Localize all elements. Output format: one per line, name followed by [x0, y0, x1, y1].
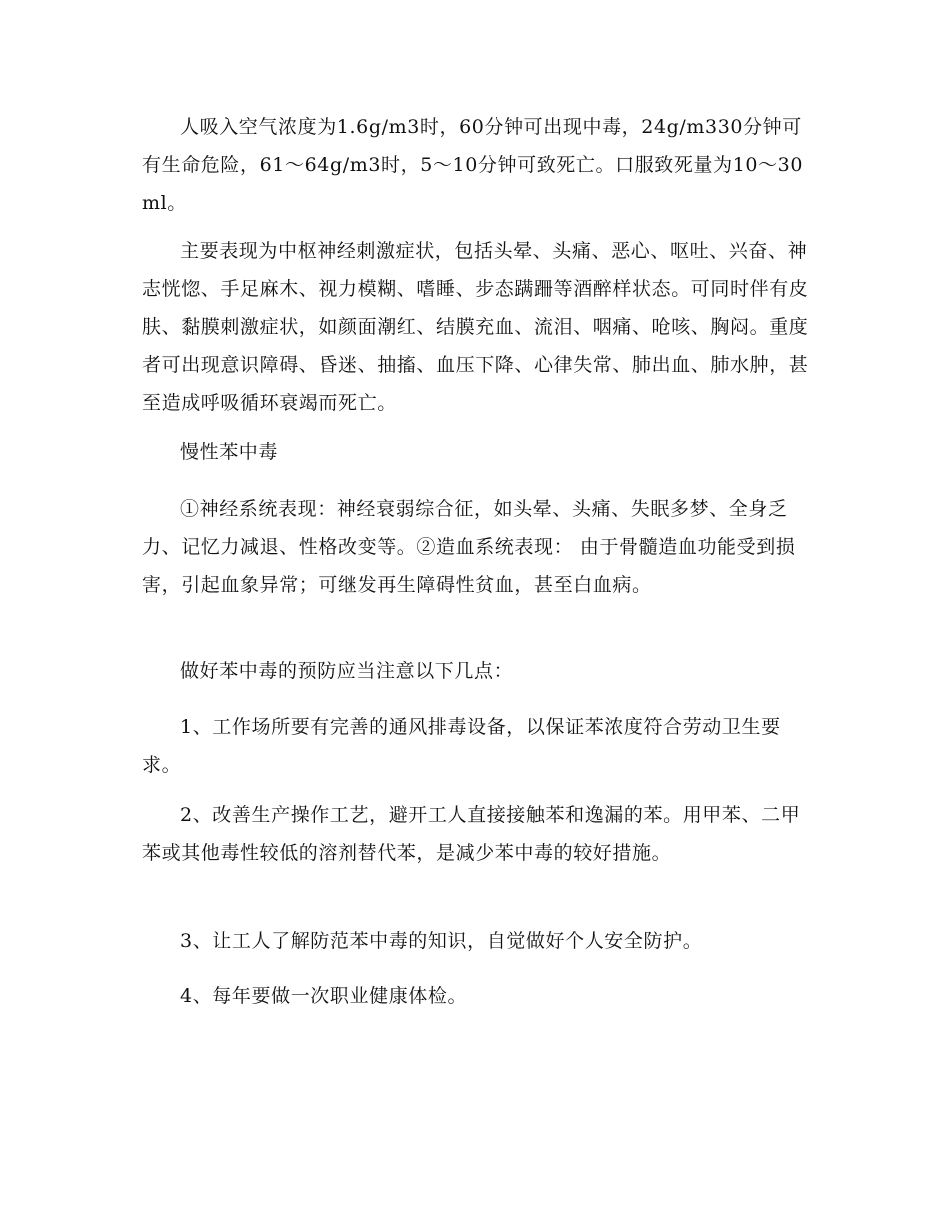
paragraph-acute-symptoms: 主要表现为中枢神经刺激症状，包括头晕、头痛、恶心、呕吐、兴奋、神志恍惚、手足麻木、视力模糊、嗜睡、步态蹒跚等酒醉样状态。可同时伴有皮肤、黏膜刺激症状，如颜面潮红、结膜充血、流泪、咽痛、呛咳、胸闷。重度者可出现意识障碍、昏迷、抽搐、血压下降、心律失常、肺出血、肺水肿，甚至造成呼吸循环衰竭而死亡。 — [142, 240, 809, 414]
paragraph-prevention-intro: 做好苯中毒的预防应当注意以下几点： — [180, 660, 514, 682]
list-item-ventilation: 1、工作场所要有完善的通风排毒设备，以保证苯浓度符合劳动卫生要求。 — [142, 716, 781, 776]
list-item-process-improvement: 2、改善生产操作工艺，避开工人直接接触苯和逸漏的苯。用甲苯、二甲苯或其他毒性较低的溶剂替代苯，是减少苯中毒的较好措施。 — [142, 804, 801, 864]
section-heading-chronic-poisoning: 慢性苯中毒 — [180, 441, 279, 463]
paragraph-exposure-levels: 人吸入空气浓度为1.6g/m3时，60分钟可出现中毒，24g/m330分钟可有生命危险，61～64g/m3时，5～10分钟可致死亡。口服致死量为10～30ml。 — [142, 116, 804, 214]
paragraph-chronic-symptoms: ①神经系统表现：神经衰弱综合征，如头晕、头痛、失眠多梦、全身乏力、记忆力减退、性格改变等。②造血系统表现： 由于骨髓造血功能受到损害，引起血象异常；可继发再生障碍性贫血，甚至白血病。 — [142, 498, 796, 596]
list-item-health-checkup: 4、每年要做一次职业健康体检。 — [180, 985, 468, 1007]
list-item-worker-education: 3、让工人了解防范苯中毒的知识，自觉做好个人安全防护。 — [180, 930, 703, 952]
